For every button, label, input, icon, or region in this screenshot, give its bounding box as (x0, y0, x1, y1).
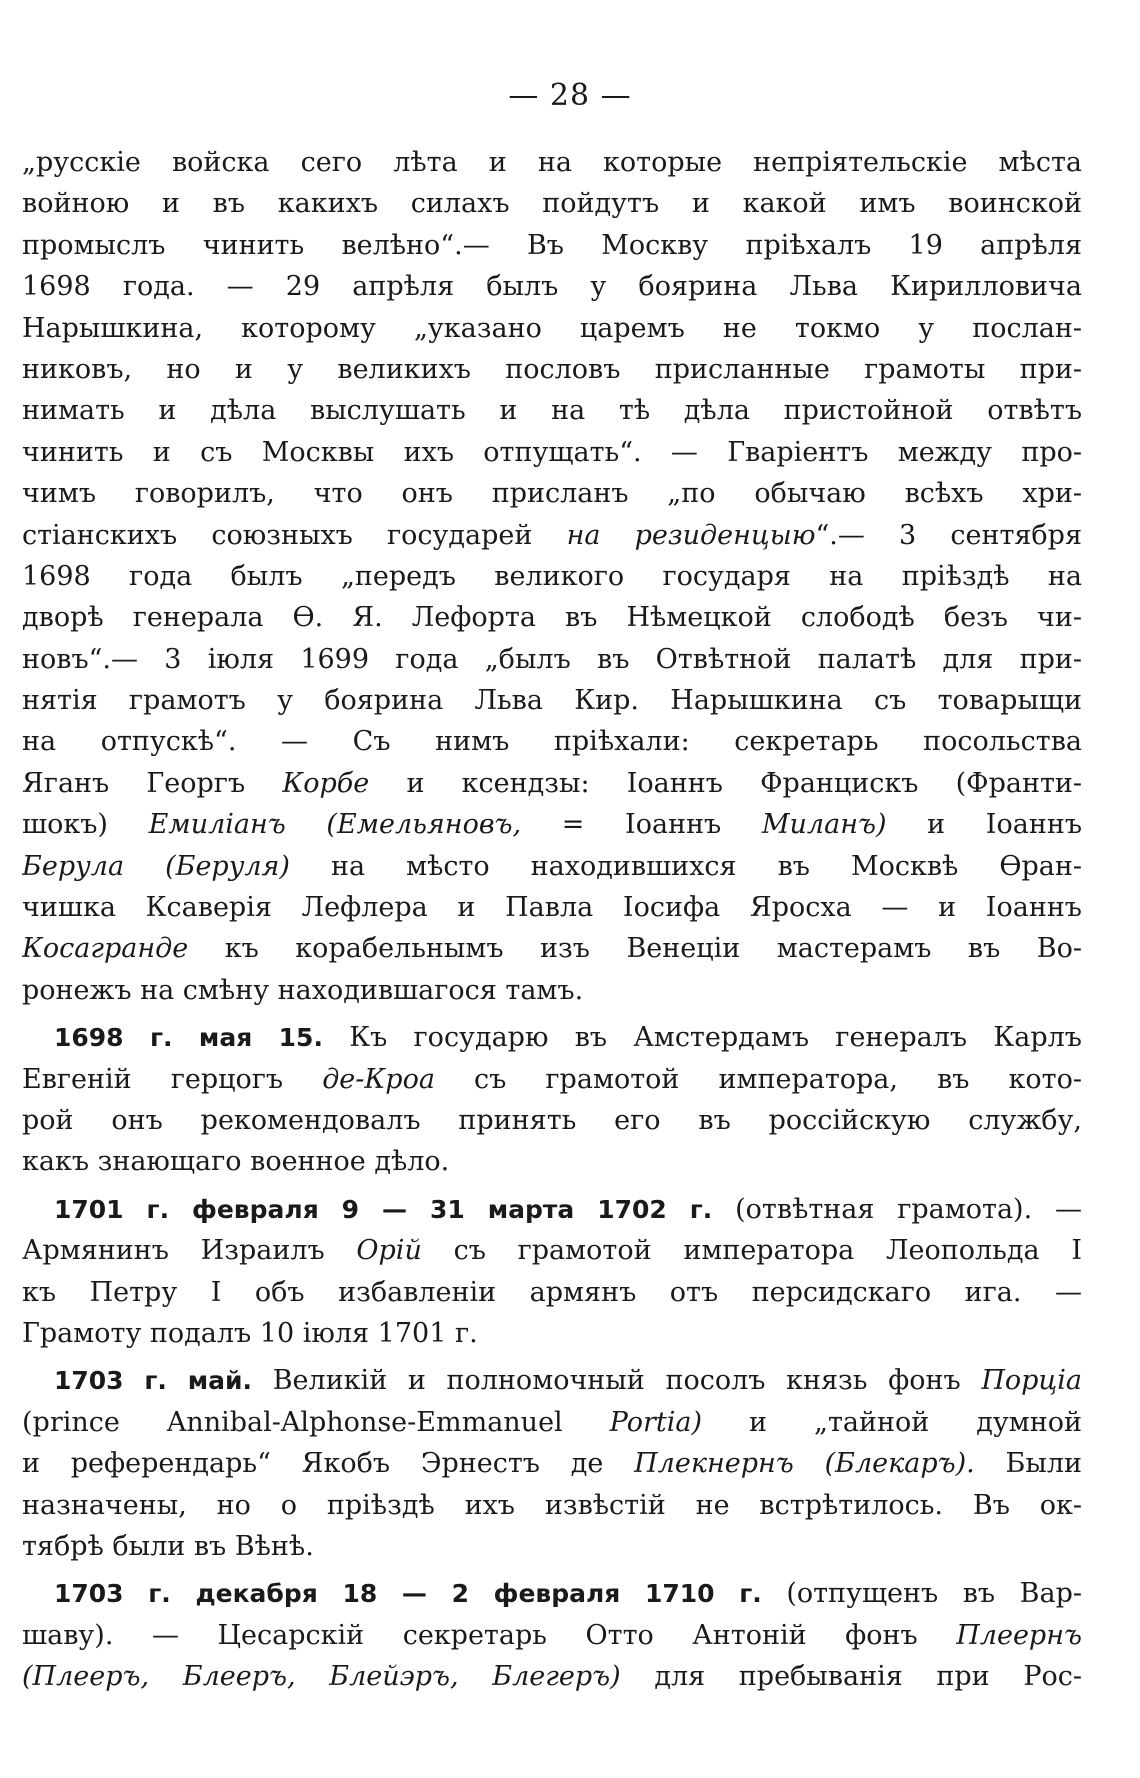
italic-name: Portia) (609, 1406, 703, 1438)
text-line: Евгеній герцогъ де-Кроа съ грамотой императора, въ кото- (22, 1063, 1082, 1095)
italic-name: Порціа (981, 1365, 1082, 1397)
text-line: (Плееръ, Блееръ, Блейэръ, Блегеръ) для пребыванія при Рос- (22, 1661, 1082, 1693)
text-line: нимать и дѣла выслушать и на тѣ дѣла пристойной отвѣтъ (22, 395, 1082, 427)
italic-name: Берула (Беруля) (22, 850, 290, 882)
text-line: промыслъ чинить велѣно“.— Въ Москву пріѣхалъ 19 апрѣля (22, 229, 1082, 261)
entry-date: 1703 г. май. (54, 1366, 253, 1396)
text-line: Яганъ Георгъ Корбе и ксендзы: Іоаннъ Францискъ (Франти- (22, 767, 1082, 799)
text-line: на отпускѣ“. — Съ нимъ пріѣхали: секретарь посольства (22, 726, 1082, 758)
italic-name: Плеернъ (956, 1619, 1082, 1651)
entry-date: 1701 г. февраля 9 — 31 марта 1702 г. (54, 1194, 713, 1224)
text-line: какъ знающаго военное дѣло. (22, 1146, 450, 1178)
text-line: „русскіе войска сего лѣта и на которые непріятельскіе мѣста (22, 147, 1082, 178)
text-line: новъ“.— 3 іюля 1699 года „былъ въ Отвѣтной палатѣ для при- (22, 643, 1082, 675)
italic-name: Косагранде (22, 933, 189, 965)
italic-name: (Плееръ, Блееръ, Блейэръ, Блегеръ) (22, 1661, 621, 1693)
italic-term: на резиденцыю (566, 519, 816, 551)
text-line: дворѣ генерала Ѳ. Я. Лефорта въ Нѣмецкой слободѣ безъ чи- (22, 602, 1082, 634)
text-line: и референдарь“ Якобъ Эрнестъ де Плекнернъ (Блекаръ). Были (22, 1448, 1082, 1480)
page-number: — 28 — (508, 78, 632, 113)
text-line: войною и въ какихъ силахъ пойдутъ и какой имъ воинской (22, 188, 1082, 220)
italic-name: Орій (356, 1235, 422, 1267)
text-line: чинить и съ Москвы ихъ отпущать“. — Гваріентъ между про- (22, 436, 1082, 468)
text-line: Нарышкина, которому „указано царемъ не токмо у послан- (22, 312, 1082, 344)
italic-name: де-Кроа (322, 1063, 435, 1095)
text-line: 1698 года былъ „передъ великого государя на пріѣздѣ на (22, 560, 1082, 592)
entry-heading-line: 1701 г. февраля 9 — 31 марта 1702 г. (отвѣтная грамота). — (54, 1193, 1082, 1225)
entry-heading-line: 1703 г. декабря 18 — 2 февраля 1710 г. (отпущенъ въ Вар- (54, 1578, 1082, 1610)
italic-name: Корбе (282, 767, 370, 799)
text-line: Косагранде къ корабельнымъ изъ Венеціи мастерамъ въ Во- (22, 933, 1082, 965)
text-line: тябрѣ были въ Вѣнѣ. (22, 1530, 314, 1562)
text-line: (prince Annibal-Alphonse-Emmanuel Portia) и „тайной думной (22, 1406, 1082, 1438)
italic-name: Плекнернъ (Блекаръ). (634, 1448, 975, 1480)
text-line: нятія грамотъ у боярина Льва Кир. Нарышкина съ товарыщи (22, 685, 1082, 717)
text-line: чимъ говорилъ, что онъ присланъ „по обычаю всѣхъ хри- (22, 478, 1082, 510)
text-line: назначены, но о пріѣздѣ ихъ извѣстій не встрѣтилось. Въ ок- (22, 1489, 1082, 1521)
text-line: Грамоту подалъ 10 іюля 1701 г. (22, 1317, 478, 1349)
entry-date: 1703 г. декабря 18 — 2 февраля 1710 г. (54, 1579, 762, 1609)
entry-heading-line: 1703 г. май. Великій и полномочный посолъ князь фонъ Порціа (54, 1365, 1082, 1397)
text-line: шокъ) Емиліанъ (Емельяновъ, = Іоаннъ Миланъ) и Іоаннъ (22, 809, 1082, 841)
text-line: ронежъ на смѣну находившагося тамъ. (22, 974, 584, 1006)
italic-name: Миланъ) (761, 809, 887, 841)
text-line: Армянинъ Израилъ Орій съ грамотой императора Леопольда I (22, 1235, 1082, 1267)
text-line: никовъ, но и у великихъ пословъ присланные грамоты при- (22, 353, 1082, 385)
text-line: шаву). — Цесарскій секретарь Отто Антоній фонъ Плеернъ (22, 1619, 1082, 1651)
text-line: чишка Ксаверія Лефлера и Павла Іосифа Яросха — и Іоаннъ (22, 892, 1082, 924)
text-line: 1698 года. — 29 апрѣля былъ у боярина Льва Кирилловича (22, 271, 1082, 303)
text-line: къ Петру I объ избавленіи армянъ отъ персидскаго ига. — (22, 1276, 1082, 1308)
entry-heading-line: 1698 г. мая 15. Къ государю въ Амстердамъ генералъ Карлъ (54, 1022, 1082, 1054)
text-line: Берула (Беруля) на мѣсто находившихся въ Москвѣ Ѳран- (22, 850, 1082, 882)
text-line: рой онъ рекомендовалъ принять его въ россійскую службу, (22, 1104, 1082, 1136)
body-text (22, 142, 1082, 1697)
italic-name: Емиліанъ (Емельяновъ, (148, 809, 522, 841)
entry-date: 1698 г. мая 15. (54, 1023, 323, 1053)
text-line: стіанскихъ союзныхъ государей на резиденцыю“.— 3 сентября (22, 519, 1082, 551)
